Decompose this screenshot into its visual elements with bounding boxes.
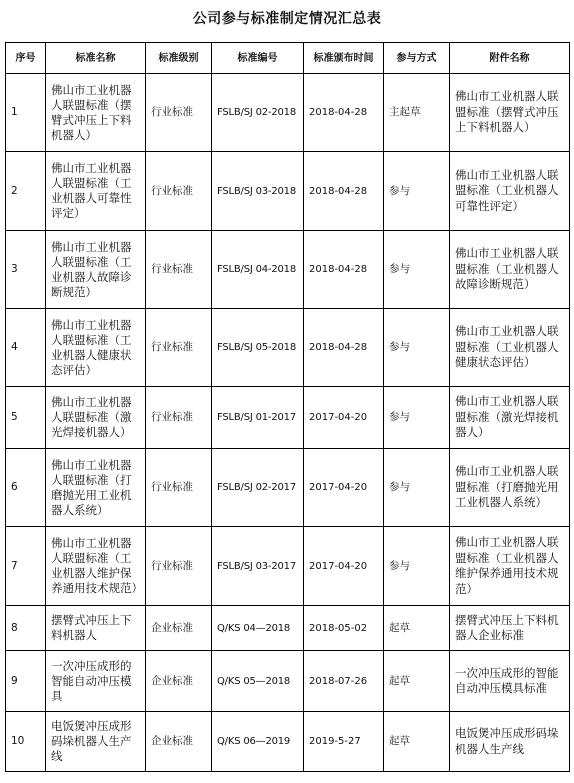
header-date: 标准颁布时间 bbox=[304, 43, 384, 74]
cell-level: 行业标准 bbox=[146, 309, 212, 387]
cell-code: Q/KS 04—2018 bbox=[212, 606, 304, 651]
cell-level: 企业标准 bbox=[146, 606, 212, 651]
table-row bbox=[6, 74, 570, 152]
cell-no: 9 bbox=[6, 651, 46, 712]
cell-role: 参与 bbox=[384, 527, 450, 606]
header-no: 序号 bbox=[6, 43, 46, 74]
cell-level: 企业标准 bbox=[146, 712, 212, 772]
cell-name: 佛山市工业机器人联盟标准（工业机器人故障诊断规范） bbox=[46, 231, 146, 309]
cell-attachment: 佛山市工业机器人联盟标准（摆臂式冲压上下料机器人） bbox=[450, 74, 570, 152]
cell-name: 电饭煲冲压成形码垛机器人生产线 bbox=[46, 712, 146, 772]
table-row bbox=[6, 231, 570, 309]
cell-attachment: 电饭煲冲压成形码垛机器人生产线 bbox=[450, 712, 570, 772]
cell-no: 8 bbox=[6, 606, 46, 651]
table-row bbox=[6, 712, 570, 772]
cell-level: 行业标准 bbox=[146, 74, 212, 152]
cell-name: 摆臂式冲压上下料机器人 bbox=[46, 606, 146, 651]
cell-role: 参与 bbox=[384, 309, 450, 387]
cell-level: 行业标准 bbox=[146, 449, 212, 527]
table-row bbox=[6, 387, 570, 449]
cell-code: FSLB/SJ 04-2018 bbox=[212, 231, 304, 309]
cell-code: FSLB/SJ 01-2017 bbox=[212, 387, 304, 449]
cell-level: 行业标准 bbox=[146, 387, 212, 449]
cell-role: 起草 bbox=[384, 712, 450, 772]
cell-date: 2018-04-28 bbox=[304, 309, 384, 387]
cell-date: 2018-04-28 bbox=[304, 74, 384, 152]
cell-name: 佛山市工业机器人联盟标准（工业机器人健康状态评估） bbox=[46, 309, 146, 387]
cell-attachment: 佛山市工业机器人联盟标准（打磨抛光用工业机器人系统） bbox=[450, 449, 570, 527]
cell-level: 行业标准 bbox=[146, 527, 212, 606]
cell-code: FSLB/SJ 03-2017 bbox=[212, 527, 304, 606]
cell-no: 5 bbox=[6, 387, 46, 449]
cell-attachment: 佛山市工业机器人联盟标准（工业机器人故障诊断规范） bbox=[450, 231, 570, 309]
cell-code: FSLB/SJ 05-2018 bbox=[212, 309, 304, 387]
cell-level: 行业标准 bbox=[146, 231, 212, 309]
table-row bbox=[6, 527, 570, 606]
cell-date: 2017-04-20 bbox=[304, 449, 384, 527]
table-row bbox=[6, 651, 570, 712]
table-row bbox=[6, 309, 570, 387]
cell-date: 2018-07-26 bbox=[304, 651, 384, 712]
cell-role: 起草 bbox=[384, 651, 450, 712]
cell-role: 起草 bbox=[384, 606, 450, 651]
header-name: 标准名称 bbox=[46, 43, 146, 74]
header-level: 标准级别 bbox=[146, 43, 212, 74]
cell-role: 参与 bbox=[384, 387, 450, 449]
cell-level: 企业标准 bbox=[146, 651, 212, 712]
cell-date: 2018-04-28 bbox=[304, 231, 384, 309]
cell-name: 佛山市工业机器人联盟标准（工业机器人维护保养通用技术规范） bbox=[46, 527, 146, 606]
cell-name: 一次冲压成形的智能自动冲压模具 bbox=[46, 651, 146, 712]
cell-no: 4 bbox=[6, 309, 46, 387]
cell-code: FSLB/SJ 03-2018 bbox=[212, 152, 304, 231]
cell-role: 参与 bbox=[384, 449, 450, 527]
cell-no: 3 bbox=[6, 231, 46, 309]
cell-attachment: 佛山市工业机器人联盟标准（激光焊接机器人） bbox=[450, 387, 570, 449]
cell-no: 10 bbox=[6, 712, 46, 772]
cell-name: 佛山市工业机器人联盟标准（激光焊接机器人） bbox=[46, 387, 146, 449]
header-attachment: 附件名称 bbox=[450, 43, 570, 74]
cell-date: 2017-04-20 bbox=[304, 527, 384, 606]
cell-role: 参与 bbox=[384, 152, 450, 231]
cell-role: 参与 bbox=[384, 231, 450, 309]
header-code: 标准编号 bbox=[212, 43, 304, 74]
cell-role: 主起草 bbox=[384, 74, 450, 152]
header-role: 参与方式 bbox=[384, 43, 450, 74]
cell-name: 佛山市工业机器人联盟标准（工业机器人可靠性评定） bbox=[46, 152, 146, 231]
table-row bbox=[6, 152, 570, 231]
cell-date: 2017-04-20 bbox=[304, 387, 384, 449]
header-row bbox=[6, 43, 570, 74]
table-row bbox=[6, 449, 570, 527]
cell-date: 2018-05-02 bbox=[304, 606, 384, 651]
cell-attachment: 佛山市工业机器人联盟标准（工业机器人健康状态评估） bbox=[450, 309, 570, 387]
cell-no: 1 bbox=[6, 74, 46, 152]
cell-code: Q/KS 05—2018 bbox=[212, 651, 304, 712]
cell-name: 佛山市工业机器人联盟标准（摆臂式冲压上下料机器人） bbox=[46, 74, 146, 152]
cell-no: 6 bbox=[6, 449, 46, 527]
cell-attachment: 一次冲压成形的智能自动冲压模具标准 bbox=[450, 651, 570, 712]
cell-code: Q/KS 06—2019 bbox=[212, 712, 304, 772]
cell-name: 佛山市工业机器人联盟标准（打磨抛光用工业机器人系统） bbox=[46, 449, 146, 527]
cell-attachment: 摆臂式冲压上下料机器人企业标准 bbox=[450, 606, 570, 651]
cell-code: FSLB/SJ 02-2017 bbox=[212, 449, 304, 527]
cell-level: 行业标准 bbox=[146, 152, 212, 231]
cell-date: 2018-04-28 bbox=[304, 152, 384, 231]
cell-code: FSLB/SJ 02-2018 bbox=[212, 74, 304, 152]
page-title: 公司参与标准制定情况汇总表 bbox=[192, 11, 382, 27]
standards-table bbox=[5, 42, 570, 772]
cell-date: 2019-5-27 bbox=[304, 712, 384, 772]
cell-attachment: 佛山市工业机器人联盟标准（工业机器人可靠性评定） bbox=[450, 152, 570, 231]
cell-no: 2 bbox=[6, 152, 46, 231]
table-row bbox=[6, 606, 570, 651]
cell-no: 7 bbox=[6, 527, 46, 606]
cell-attachment: 佛山市工业机器人联盟标准（工业机器人维护保养通用技术规范） bbox=[450, 527, 570, 606]
